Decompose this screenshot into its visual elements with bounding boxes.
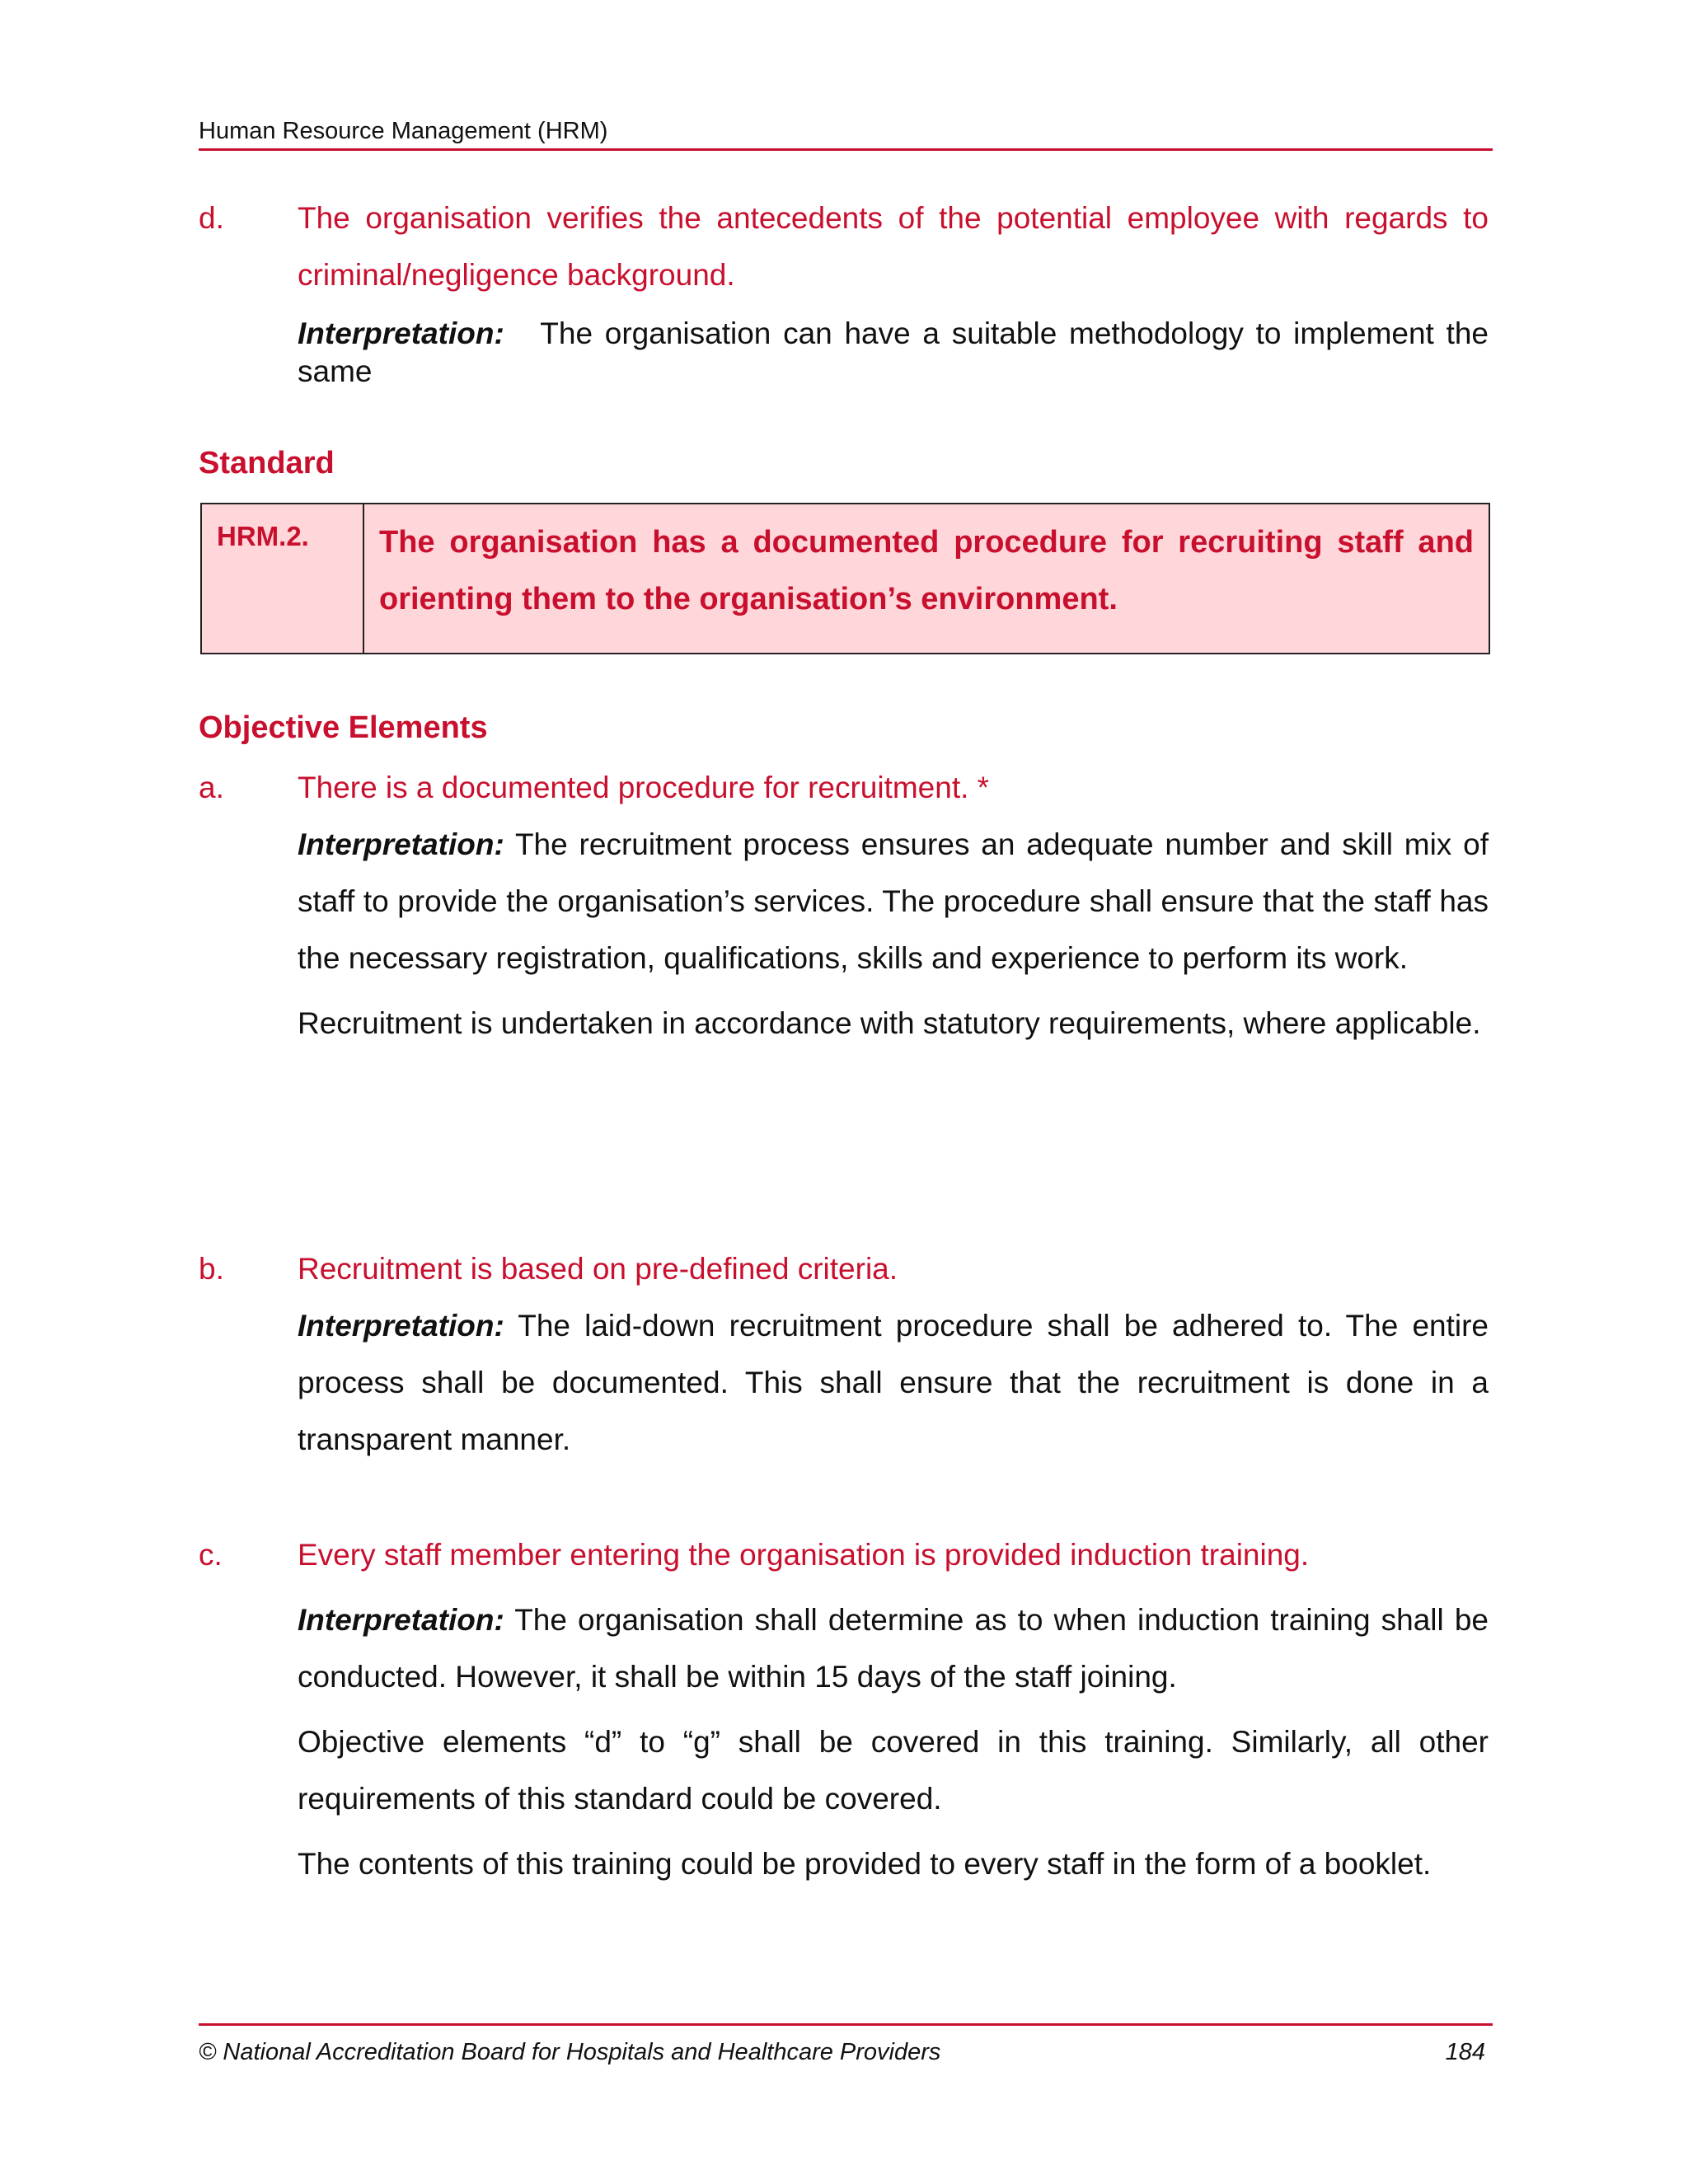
objective-item-a-interpretation <box>298 816 1489 987</box>
objective-item-b-interpretation <box>298 1297 1489 1468</box>
item-d <box>199 190 1489 391</box>
objective-item-c-text: Every staff member entering the organisation is provided induction training. <box>298 1538 1310 1572</box>
item-d-text: The organisation verifies the antecedents of the potential employee with regards to criminal/negligence background. <box>298 201 1489 292</box>
standard-heading: Standard <box>199 446 335 480</box>
running-header: Human Resource Management (HRM) <box>199 118 608 144</box>
objective-item-a-note: Recruitment is undertaken in accordance with statutory requirements, where applicable. <box>298 1006 1481 1040</box>
interpretation-label: Interpretation: <box>298 827 504 861</box>
objective-item-c <box>199 1526 1489 1892</box>
page-number: 184 <box>1445 2039 1485 2065</box>
interpretation-label: Interpretation: <box>298 1309 504 1343</box>
objective-item-b <box>199 1240 1489 1468</box>
objective-item-a-label: a. <box>199 771 224 804</box>
interpretation-label: Interpretation: <box>298 1603 504 1637</box>
objective-item-a <box>199 759 1489 1052</box>
objective-item-a-text: There is a documented procedure for recruitment. * <box>298 771 990 804</box>
item-d-interpretation <box>298 315 1489 391</box>
interpretation-text: The laid-down recruitment procedure shall be adhered to. The entire process shall be documented. This shall ensure that the recruitment is done in a transparent manner. <box>298 1309 1489 1456</box>
standard-box <box>200 503 1490 654</box>
interpretation-text: The organisation shall determine as to when induction training shall be conducted. However, it shall be within 15 days of the staff joining. <box>298 1603 1489 1694</box>
objective-elements-heading: Objective Elements <box>199 710 488 745</box>
standard-code: HRM.2. <box>202 504 364 653</box>
objective-item-c-label: c. <box>199 1538 223 1572</box>
interpretation-text: The recruitment process ensures an adequate number and skill mix of staff to provide the organisation’s services. The procedure shall ensure that the staff has the necessary registration, qualifications, skills and experience to perform its work. <box>298 827 1489 975</box>
footer-copyright: © National Accreditation Board for Hospitals and Healthcare Providers <box>199 2039 941 2065</box>
objective-item-b-label: b. <box>199 1252 224 1286</box>
standard-text: The organisation has a documented procedure for recruiting staff and orienting them to the organisation’s environment. <box>379 525 1474 616</box>
footer-rule <box>199 2023 1493 2026</box>
item-d-label: d. <box>199 201 224 235</box>
objective-item-c-note-2: The contents of this training could be provided to every staff in the form of a booklet. <box>298 1847 1432 1881</box>
objective-item-c-interpretation <box>298 1591 1489 1705</box>
objective-item-c-note-1: Objective elements “d” to “g” shall be covered in this training. Similarly, all other requirements of this standard could be covered. <box>298 1725 1489 1816</box>
header-rule <box>199 148 1493 151</box>
objective-item-b-text: Recruitment is based on pre-defined criteria. <box>298 1252 898 1286</box>
interpretation-text: The organisation can have a suitable methodology to implement the same <box>298 316 1489 388</box>
interpretation-label: Interpretation: <box>298 316 504 350</box>
